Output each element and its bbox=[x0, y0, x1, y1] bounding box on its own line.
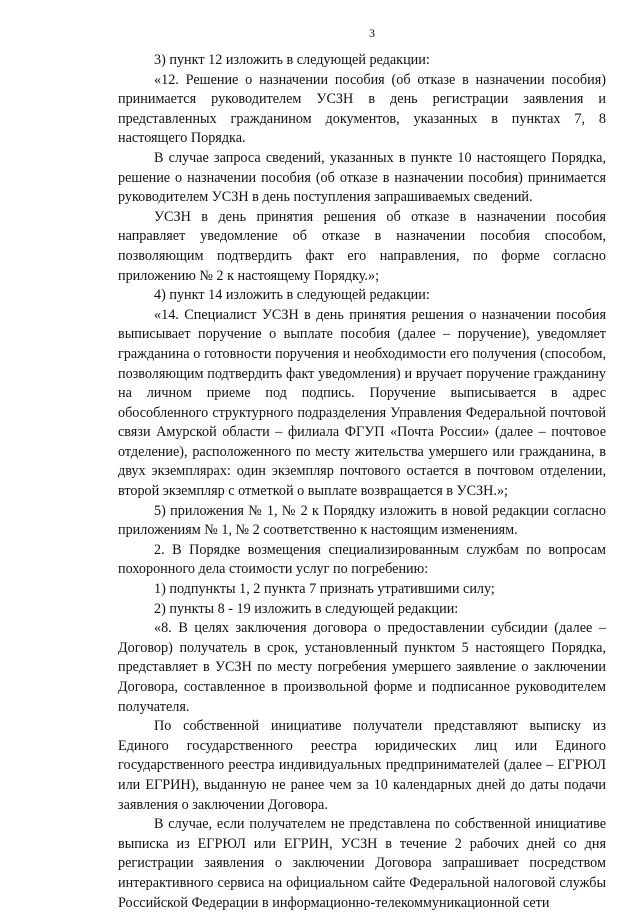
paragraph: «12. Решение о назначении пособия (об отказе в назначении пособия) принимается руководителем УСЗН в день регистрации заявления и представленных гражданином документов, указанных в пунктах 7, 8 настоящего Порядка. bbox=[118, 71, 606, 147]
page-number: 3 bbox=[369, 26, 375, 40]
paragraph: 1) подпункты 1, 2 пункта 7 признать утратившими силу; bbox=[154, 581, 495, 598]
paragraph: 4) пункт 14 изложить в следующей редакции: bbox=[154, 287, 430, 304]
paragraph: По собственной инициативе получатели представляют выписку из Единого государственного реестра юридических лиц или Единого государственного реестра индивидуальных предпринимателей (далее – ЕГРЮЛ или ЕГРИН), выданную не ранее чем за 10 календарных дней до даты подачи заявления о заключении Договора. bbox=[118, 718, 606, 813]
paragraph: 2. В Порядке возмещения специализированным службам по вопросам похоронного дела стоимости услуг по погребению: bbox=[118, 541, 606, 578]
paragraph: В случае запроса сведений, указанных в пункте 10 настоящего Порядка, решение о назначении пособия (об отказе в назначении пособия) принимается руководителем УСЗН в день поступления запрашиваемых сведений. bbox=[118, 149, 606, 206]
paragraph: 3) пункт 12 изложить в следующей редакции: bbox=[154, 52, 430, 68]
paragraph: «8. В целях заключения договора о предоставлении субсидии (далее – Договор) получатель в срок, установленный пунктом 5 настоящего Порядка, представляет в УСЗН по месту погребения умершего заявление о заключении Договора, составленное в произвольной форме и подписанное руководителем получателя. bbox=[118, 620, 606, 715]
document-body bbox=[118, 51, 606, 913]
paragraph: 2) пункты 8 - 19 изложить в следующей редакции: bbox=[154, 600, 459, 617]
paragraph: 5) приложения № 1, № 2 к Порядку изложить в новой редакции согласно приложениям № 1, № 2 соответственно к настоящим изменениям. bbox=[118, 502, 606, 539]
paragraph: «14. Специалист УСЗН в день принятия решения о назначении пособия выписывает поручение о выплате пособия (далее – поручение), уведомляет гражданина о готовности поручения и необходимости его получения (способом, позволяющим подтвердить факт уведомления) и вручает поручение гражданину на личном приеме под подпись. Поручение выписывается в адрес обособленного структурного подразделения Управления Федеральной почтовой связи Амурской области – филиала ФГУП «Почта России» (далее – почтовое отделение), расположенного по месту жительства умершего или гражданина, в двух экземплярах: один экземпляр почтового остается в почтовом отделении, второй экземпляр с отметкой о выплате возвращается в УСЗН.»; bbox=[118, 306, 606, 500]
paragraph: УСЗН в день принятия решения об отказе в назначении пособия направляет уведомление об отказе в назначении пособия способом, позволяющим подтвердить факт его направления, по форме согласно приложению № 2 к настоящему Порядку.»; bbox=[118, 208, 606, 284]
paragraph: В случае, если получателем не представлена по собственной инициативе выписка из ЕГРЮЛ или ЕГРИН, УСЗН в течение 2 рабочих дней со дня регистрации заявления о заключении Договора запрашивает посредством интерактивного сервиса на официальном сайте Федеральной налоговой службы Российской Федерации в информационно-телекоммуникационной сети bbox=[118, 816, 606, 911]
